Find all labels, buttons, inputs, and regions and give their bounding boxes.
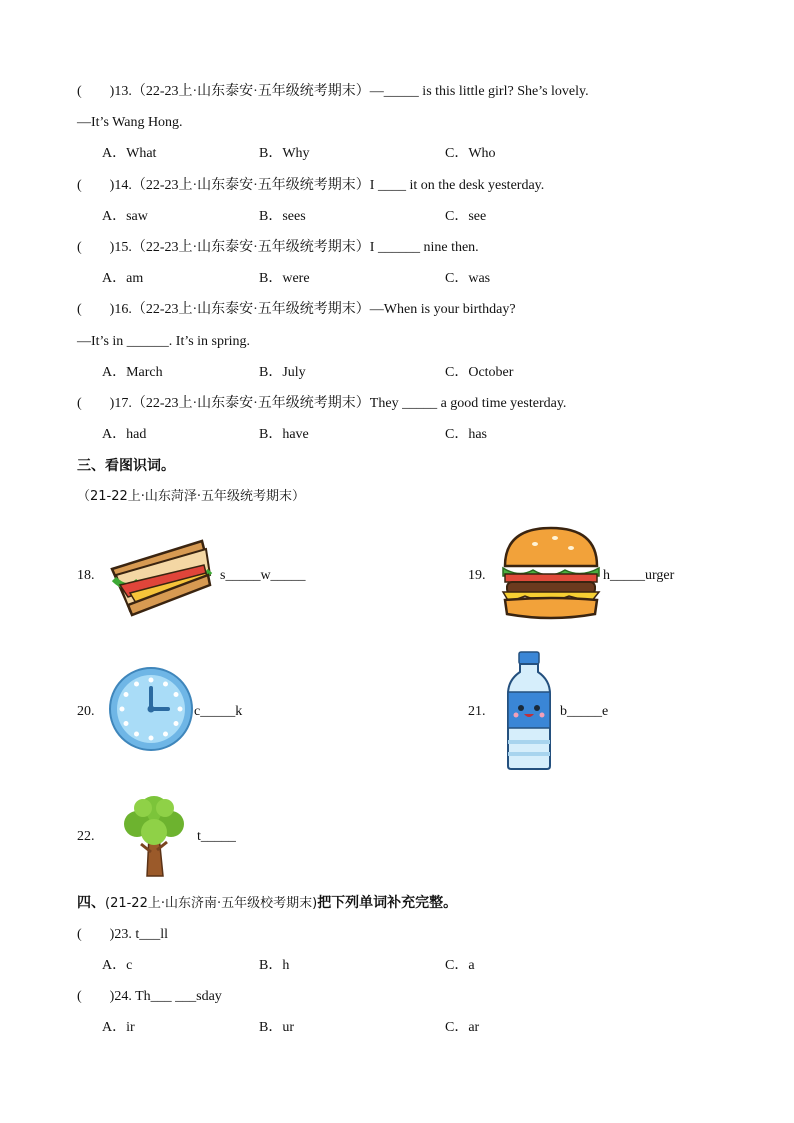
option-c[interactable]: C．ar: [445, 1020, 480, 1035]
option-a[interactable]: A．ir: [102, 1020, 135, 1035]
question-14-stem: ( )14.（22-23上·山东泰安·五年级统考期末）I ____ it on the desk yesterday.: [77, 178, 545, 193]
option-c[interactable]: C．has: [445, 427, 487, 442]
item-19-word: h_____urger: [603, 568, 675, 583]
question-16-stem: ( )16.（22-23上·山东泰安·五年级统考期末）—When is your birthday?: [77, 302, 516, 317]
section-3-source: （21-22上·山东菏泽·五年级统考期末）: [77, 489, 306, 504]
section-3-title: 三、看图识词。: [77, 458, 175, 474]
bottle-icon: [504, 650, 554, 770]
option-b[interactable]: B．July: [259, 365, 306, 380]
option-b[interactable]: B．ur: [259, 1020, 294, 1035]
question-16-options: [0, 363, 794, 383]
option-a[interactable]: A．am: [102, 271, 144, 286]
question-23-options: [0, 956, 794, 976]
item-21-word: b_____e: [560, 704, 609, 719]
question-17-options: [0, 425, 794, 445]
option-a[interactable]: A．saw: [102, 209, 148, 224]
question-24-options: [0, 1018, 794, 1038]
tree-icon: [121, 792, 187, 878]
question-13-options: [0, 144, 794, 164]
item-22-word: t_____: [197, 829, 236, 844]
option-c[interactable]: C．see: [445, 209, 487, 224]
item-18-number: 18.: [77, 568, 95, 583]
clock-icon: [108, 666, 194, 752]
option-c[interactable]: C．Who: [445, 146, 496, 161]
question-15-options: [0, 269, 794, 289]
question-24-stem: ( )24. Th___ ___sday: [77, 989, 222, 1004]
option-b[interactable]: B．have: [259, 427, 309, 442]
option-b[interactable]: B．sees: [259, 209, 306, 224]
option-c[interactable]: C．a: [445, 958, 475, 973]
option-a[interactable]: A．c: [102, 958, 133, 973]
question-15-stem: ( )15.（22-23上·山东泰安·五年级统考期末）I ______ nine then.: [77, 240, 479, 255]
question-14-options: [0, 207, 794, 227]
item-22-number: 22.: [77, 829, 95, 844]
question-23-stem: ( )23. t___ll: [77, 927, 168, 942]
option-c[interactable]: C．October: [445, 365, 514, 380]
question-16-answer-line: —It’s in ______. It’s in spring.: [77, 334, 251, 349]
question-17-stem: ( )17.（22-23上·山东泰安·五年级统考期末）They _____ a good time yesterday.: [77, 396, 567, 411]
sandwich-icon: [106, 535, 218, 617]
item-18-word: s_____w_____: [220, 568, 306, 583]
option-c[interactable]: C．was: [445, 271, 491, 286]
section-4-title: 把下列单词补充完整。: [317, 895, 458, 911]
option-b[interactable]: B．Why: [259, 146, 310, 161]
item-20-number: 20.: [77, 704, 95, 719]
question-13-stem: ( )13.（22-23上·山东泰安·五年级统考期末）—_____ is this little girl? She’s lovely.: [77, 84, 589, 99]
section-4-heading: [77, 893, 457, 913]
option-a[interactable]: A．had: [102, 427, 147, 442]
option-b[interactable]: B．were: [259, 271, 310, 286]
hamburger-icon: [499, 526, 603, 624]
question-13-answer-line: —It’s Wang Hong.: [77, 115, 183, 130]
section-4-source: (21-22上·山东济南·五年级校考期末): [105, 896, 318, 911]
option-b[interactable]: B．h: [259, 958, 290, 973]
item-21-number: 21.: [468, 704, 486, 719]
option-a[interactable]: A．What: [102, 146, 157, 161]
item-19-number: 19.: [468, 568, 486, 583]
section-4-prefix: 四、: [77, 895, 105, 911]
option-a[interactable]: A．March: [102, 365, 163, 380]
item-20-word: c_____k: [194, 704, 243, 719]
